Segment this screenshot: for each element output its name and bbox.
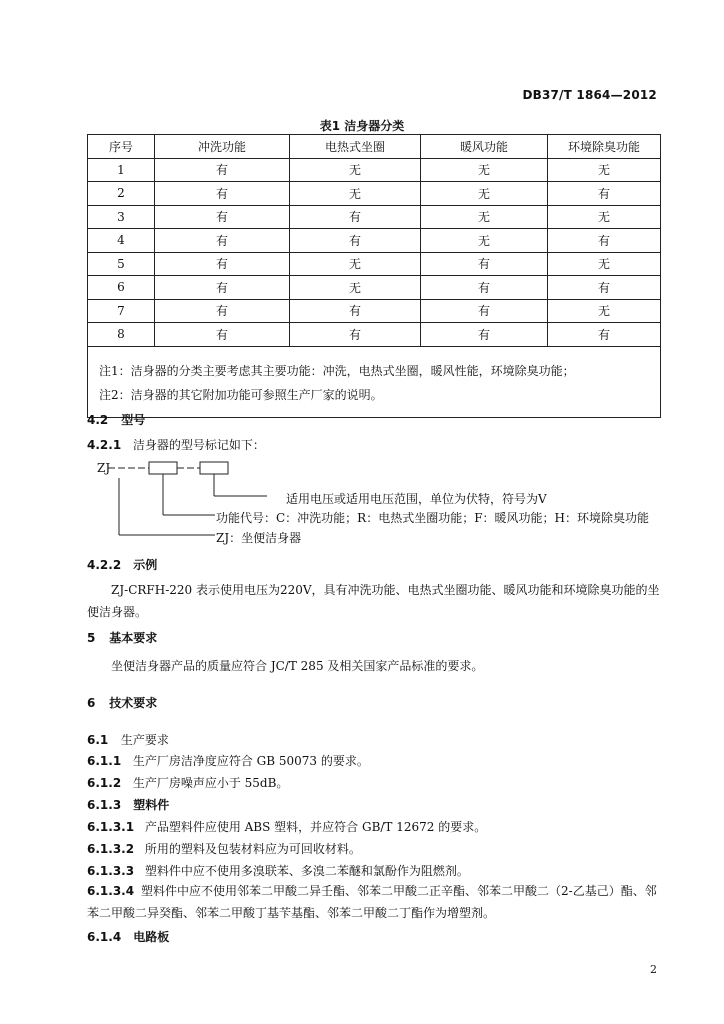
- table-cell: 无: [290, 252, 421, 276]
- table-row: [88, 299, 661, 323]
- diagram-prefix: ZJ: [97, 461, 111, 475]
- table-row: [88, 182, 661, 206]
- table-cell: 7: [88, 299, 155, 323]
- table-cell: 无: [548, 252, 661, 276]
- table-header-row: [88, 135, 661, 159]
- section-number: 6.1.3.4: [87, 884, 135, 898]
- section-text: 塑料件中应不使用多溴联苯、多溴二苯醚和氯酚作为阻燃剂。: [144, 864, 469, 878]
- section-title: 示例: [133, 558, 158, 572]
- section-number: 4.2.1: [87, 438, 122, 452]
- table-cell: 有: [155, 158, 290, 182]
- section-text: 电路板: [133, 930, 170, 944]
- table-cell: 8: [88, 323, 155, 347]
- section-6-1: [87, 731, 169, 748]
- table-cell: 无: [290, 182, 421, 206]
- section-number: 4.2: [87, 413, 109, 427]
- section-6-1-3-1: [87, 818, 486, 835]
- table-cell: 有: [548, 323, 661, 347]
- section-text: 塑料件: [133, 798, 170, 812]
- table-notes: [88, 346, 661, 417]
- table-notes-row: [88, 346, 661, 417]
- section-number: 6.1.4: [87, 930, 122, 944]
- diagram-label-voltage: 适用电压或适用电压范围，单位为伏特，符号为V: [286, 492, 547, 506]
- section-6-1-3-2: [87, 840, 361, 857]
- section-title: 基本要求: [109, 631, 158, 645]
- table-note-2: 注2：洁身器的其它附加功能可参照生产厂家的说明。: [99, 387, 383, 402]
- section-6-heading: [87, 694, 157, 711]
- table-cell: 有: [155, 276, 290, 300]
- table-cell: 2: [88, 182, 155, 206]
- table-cell: 4: [88, 229, 155, 253]
- table-cell: 无: [421, 158, 548, 182]
- table-row: [88, 252, 661, 276]
- table-cell: 6: [88, 276, 155, 300]
- table-row: [88, 205, 661, 229]
- table-row: [88, 276, 661, 300]
- section-6-1-3-4: [87, 880, 660, 924]
- table-cell: 无: [421, 182, 548, 206]
- table-cell: 无: [548, 299, 661, 323]
- table-cell: 有: [421, 323, 548, 347]
- section-5-paragraph: 坐便洁身器产品的质量应符合 JC/T 285 及相关国家产品标准的要求。: [111, 659, 484, 673]
- table-cell: 有: [290, 229, 421, 253]
- diagram-label-function: 功能代号：C：冲洗功能；R：电热式坐圈功能；F：暖风功能；H：环境除臭功能: [216, 511, 650, 525]
- section-4-2-heading: [87, 411, 145, 428]
- table-cell: 有: [290, 299, 421, 323]
- section-number: 6.1: [87, 733, 109, 747]
- diagram-label-zj: ZJ：坐便洁身器: [216, 531, 302, 545]
- table-cell: 无: [290, 276, 421, 300]
- example-paragraph: ZJ-CRFH-220 表示使用电压为220V，具有冲洗功能、电热式坐圈功能、暖风功能和环境除臭功能的坐便洁身器。: [87, 583, 660, 619]
- section-number: 6.1.3.1: [87, 820, 135, 834]
- section-text: 生产要求: [120, 733, 169, 747]
- table-cell: 有: [421, 276, 548, 300]
- table-cell: 无: [421, 205, 548, 229]
- column-header: 序号: [88, 135, 155, 159]
- page-number: 2: [650, 963, 657, 976]
- table-cell: 无: [548, 158, 661, 182]
- table-cell: 无: [290, 158, 421, 182]
- section-text: 塑料件中应不使用邻苯二甲酸二异壬酯、邻苯二甲酸二正辛酯、邻苯二甲酸二（2-乙基己）酯、邻苯二甲酸二异癸酯、邻苯二甲酸丁基苄基酯、邻苯二甲酸二丁酯作为增塑剂。: [87, 884, 657, 920]
- section-text: 生产厂房洁净度应符合 GB 50073 的要求。: [132, 754, 369, 768]
- table-cell: 有: [155, 229, 290, 253]
- table-cell: 有: [155, 252, 290, 276]
- section-text: 产品塑料件应使用 ABS 塑料，并应符合 GB/T 12672 的要求。: [144, 820, 487, 834]
- section-number: 5: [87, 631, 96, 645]
- section-4-2-2-heading: [87, 556, 157, 573]
- section-number: 6.1.3.2: [87, 842, 135, 856]
- model-designation-diagram: [87, 458, 687, 548]
- column-header: 电热式坐圈: [290, 135, 421, 159]
- table-cell: 无: [548, 205, 661, 229]
- section-number: 4.2.2: [87, 558, 122, 572]
- table-cell: 有: [290, 205, 421, 229]
- table-row: [88, 323, 661, 347]
- table-cell: 有: [548, 276, 661, 300]
- table-row: [88, 158, 661, 182]
- section-title: 型号: [121, 413, 146, 427]
- table-cell: 有: [155, 299, 290, 323]
- table-cell: 3: [88, 205, 155, 229]
- section-6-1-4: [87, 928, 169, 945]
- table-cell: 有: [155, 182, 290, 206]
- table-cell: 5: [88, 252, 155, 276]
- section-number: 6.1.1: [87, 754, 122, 768]
- column-header: 暖风功能: [421, 135, 548, 159]
- section-text: 所用的塑料及包装材料应为可回收材料。: [144, 842, 361, 856]
- section-title: 技术要求: [109, 696, 158, 710]
- section-4-2-1: [87, 436, 265, 453]
- table-cell: 有: [155, 323, 290, 347]
- section-text: 生产厂房噪声应小于 55dB。: [132, 776, 289, 790]
- table-cell: 有: [548, 229, 661, 253]
- table-caption: 表1 洁身器分类: [319, 119, 405, 133]
- section-6-1-2: [87, 774, 288, 791]
- table-cell: 有: [155, 205, 290, 229]
- table-cell: 有: [421, 299, 548, 323]
- section-6-1-3: [87, 796, 169, 813]
- table-note-1: 注1：洁身器的分类主要考虑其主要功能：冲洗，电热式坐圈，暖风性能，环境除臭功能；: [99, 363, 575, 378]
- table-cell: 1: [88, 158, 155, 182]
- table-row: [88, 229, 661, 253]
- section-number: 6.1.3.3: [87, 864, 135, 878]
- section-5-heading: [87, 629, 157, 646]
- classification-table: [87, 134, 661, 418]
- table-cell: 有: [421, 252, 548, 276]
- section-6-1-1: [87, 752, 369, 769]
- section-number: 6.1.2: [87, 776, 122, 790]
- section-text: 洁身器的型号标记如下：: [132, 438, 265, 452]
- table-cell: 有: [290, 323, 421, 347]
- section-number: 6: [87, 696, 96, 710]
- column-header: 冲洗功能: [155, 135, 290, 159]
- section-6-1-3-3: [87, 862, 469, 879]
- document-code-header: DB37/T 1864—2012: [522, 88, 657, 102]
- column-header: 环境除臭功能: [548, 135, 661, 159]
- table-cell: 无: [421, 229, 548, 253]
- section-number: 6.1.3: [87, 798, 122, 812]
- table-cell: 有: [548, 182, 661, 206]
